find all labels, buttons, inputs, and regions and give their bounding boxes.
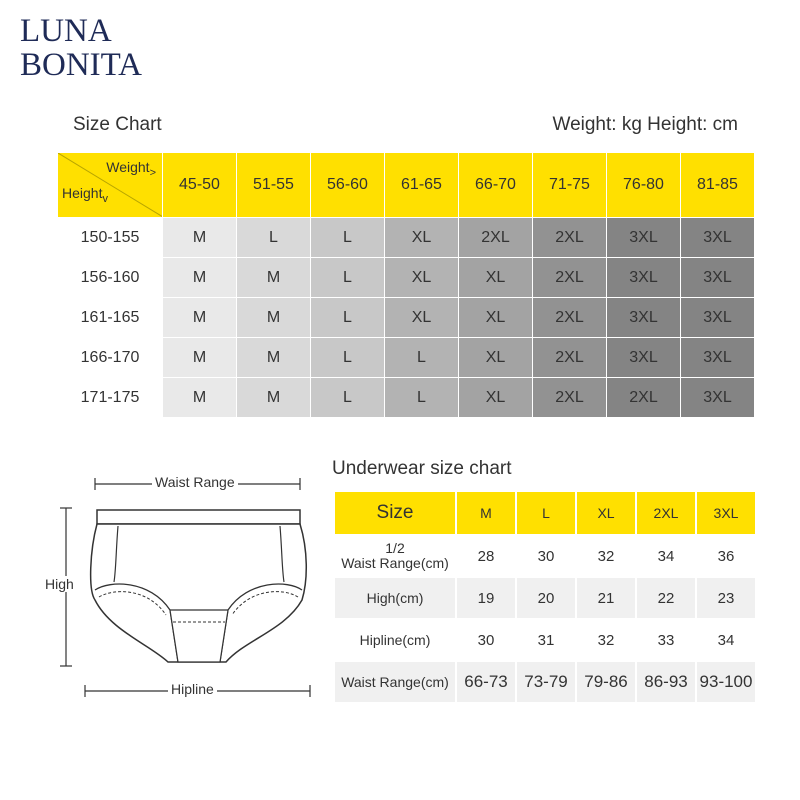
size-cell: 2XL: [533, 298, 607, 338]
measure-label: [334, 535, 456, 577]
measure-value: 93-100: [696, 661, 756, 703]
table-row: [58, 378, 755, 418]
weight-header: 66-70: [459, 153, 533, 218]
size-column-header: M: [456, 491, 516, 535]
measure-value: 34: [636, 535, 696, 577]
measure-value: 19: [456, 577, 516, 619]
size-cell: XL: [459, 338, 533, 378]
measure-label: Waist Range(cm): [334, 661, 456, 703]
size-cell: L: [237, 218, 311, 258]
size-cell: M: [237, 258, 311, 298]
size-column-header: 3XL: [696, 491, 756, 535]
size-cell: L: [311, 298, 385, 338]
measure-value: 30: [516, 535, 576, 577]
size-cell: L: [311, 258, 385, 298]
table-row: [334, 661, 756, 703]
size-cell: 3XL: [607, 218, 681, 258]
size-chart-units: Weight: kg Height: cm: [552, 114, 738, 135]
size-cell: 3XL: [681, 258, 755, 298]
size-cell: 2XL: [533, 218, 607, 258]
size-chart-title: Size Chart: [73, 114, 162, 135]
size-cell: 3XL: [681, 298, 755, 338]
weight-header: 61-65: [385, 153, 459, 218]
size-cell: M: [163, 218, 237, 258]
size-cell: XL: [459, 298, 533, 338]
corner-cell: [58, 153, 163, 218]
size-cell: L: [311, 378, 385, 418]
height-cell: 156-160: [58, 258, 163, 298]
size-cell: M: [163, 378, 237, 418]
measure-label-prefix: 1/2: [385, 540, 405, 556]
corner-height-arrow: v: [102, 193, 108, 205]
size-cell: M: [237, 338, 311, 378]
measure-value: 66-73: [456, 661, 516, 703]
weight-header: 51-55: [237, 153, 311, 218]
weight-header: 81-85: [681, 153, 755, 218]
size-column-header: XL: [576, 491, 636, 535]
measure-value: 34: [696, 619, 756, 661]
table-row: [334, 577, 756, 619]
height-cell: 161-165: [58, 298, 163, 338]
size-cell: 3XL: [681, 218, 755, 258]
size-cell: M: [163, 298, 237, 338]
measure-value: 32: [576, 619, 636, 661]
measure-value: 23: [696, 577, 756, 619]
height-cell: 150-155: [58, 218, 163, 258]
size-cell: XL: [385, 298, 459, 338]
size-cell: M: [163, 338, 237, 378]
table-row: [58, 258, 755, 298]
size-cell: XL: [459, 258, 533, 298]
measure-value: 73-79: [516, 661, 576, 703]
measure-value: 33: [636, 619, 696, 661]
measure-value: 30: [456, 619, 516, 661]
measure-value: 31: [516, 619, 576, 661]
measure-value: 36: [696, 535, 756, 577]
measure-label-text: Waist Range(cm): [341, 555, 449, 571]
height-cell: 171-175: [58, 378, 163, 418]
high-label: High: [42, 576, 77, 592]
measure-value: 20: [516, 577, 576, 619]
underwear-diagram: [40, 470, 320, 710]
underwear-chart-title: Underwear size chart: [332, 458, 512, 479]
size-cell: 3XL: [607, 298, 681, 338]
measure-label: High(cm): [334, 577, 456, 619]
height-cell: 166-170: [58, 338, 163, 378]
table-row: [58, 298, 755, 338]
size-cell: L: [311, 218, 385, 258]
size-cell: L: [311, 338, 385, 378]
corner-weight-text: Weight: [106, 159, 150, 175]
underwear-chart-table: [333, 490, 757, 704]
measure-value: 28: [456, 535, 516, 577]
size-cell: XL: [385, 258, 459, 298]
size-chart-table: [57, 152, 755, 418]
table-row: [58, 218, 755, 258]
size-cell: 2XL: [533, 378, 607, 418]
size-chart-header-row: [58, 153, 755, 218]
weight-header: 45-50: [163, 153, 237, 218]
size-column-header: L: [516, 491, 576, 535]
table-row: [334, 619, 756, 661]
size-header: Size: [334, 491, 456, 535]
size-cell: M: [237, 298, 311, 338]
size-cell: 2XL: [533, 258, 607, 298]
measure-value: 79-86: [576, 661, 636, 703]
weight-header: 76-80: [607, 153, 681, 218]
weight-header: 71-75: [533, 153, 607, 218]
waist-range-label: Waist Range: [152, 474, 238, 490]
table-row: [334, 535, 756, 577]
corner-height-text: Height: [62, 185, 103, 202]
measure-value: 22: [636, 577, 696, 619]
size-cell: 2XL: [533, 338, 607, 378]
size-cell: 3XL: [681, 338, 755, 378]
size-cell: XL: [385, 218, 459, 258]
size-cell: M: [237, 378, 311, 418]
size-cell: L: [385, 378, 459, 418]
weight-header: 56-60: [311, 153, 385, 218]
measure-value: 32: [576, 535, 636, 577]
corner-weight-label: [106, 159, 156, 179]
size-cell: L: [385, 338, 459, 378]
size-cell: 3XL: [607, 258, 681, 298]
corner-height-label: [62, 185, 108, 205]
corner-weight-arrow: >: [149, 166, 156, 179]
size-cell: 2XL: [459, 218, 533, 258]
brand-line-1: LUNA: [20, 13, 112, 49]
size-cell: M: [163, 258, 237, 298]
measure-label: Hipline(cm): [334, 619, 456, 661]
brand-logo: [20, 14, 142, 82]
measure-value: 86-93: [636, 661, 696, 703]
brand-line-2: BONITA: [20, 47, 143, 83]
hipline-label: Hipline: [168, 681, 217, 697]
size-cell: 3XL: [681, 378, 755, 418]
size-cell: 2XL: [607, 378, 681, 418]
size-cell: XL: [459, 378, 533, 418]
underwear-header-row: [334, 491, 756, 535]
size-column-header: 2XL: [636, 491, 696, 535]
measure-value: 21: [576, 577, 636, 619]
size-cell: 3XL: [607, 338, 681, 378]
table-row: [58, 338, 755, 378]
underwear-illustration: [40, 470, 320, 710]
